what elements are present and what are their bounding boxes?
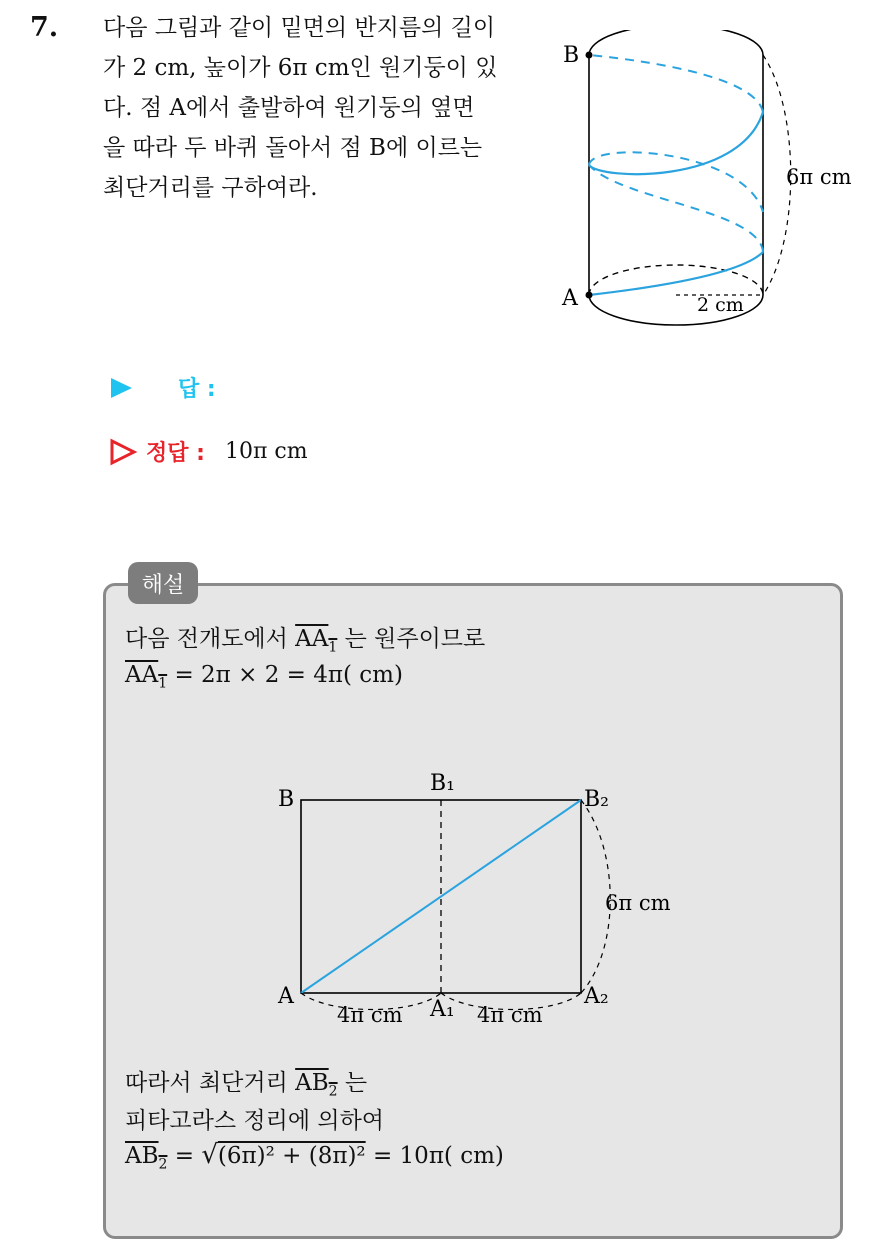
cylinder-figure (555, 30, 865, 340)
net-label-a2: A₂ (584, 984, 609, 1009)
question-line: 다. 점 A에서 출발하여 원기둥의 옆면 (103, 95, 475, 121)
answer-row (108, 372, 216, 403)
segment-aa1 (125, 662, 168, 692)
net-label-a: A (278, 984, 294, 1009)
net-label-b1: B₁ (430, 771, 455, 796)
label-b: B (563, 43, 580, 68)
text: 따라서 최단거리 (125, 1070, 296, 1096)
segment-ab2 (125, 1143, 168, 1173)
segment-sub: 2 (328, 1083, 338, 1100)
text: 는 원주이므로 (337, 626, 486, 652)
net-label-b2: B₂ (584, 787, 609, 812)
question-number: 7. (30, 12, 59, 43)
segment-text: AB (295, 1070, 329, 1096)
net-left-width: 4π cm (337, 1003, 403, 1027)
question-line: 다음 그림과 같이 밑면의 반지름의 길이 (103, 15, 496, 41)
net-label-a1: A₁ (430, 997, 455, 1022)
segment-text: AA (295, 626, 329, 652)
radius-label: 2 cm (697, 294, 744, 316)
solution-line-3 (125, 1064, 367, 1100)
net-figure (270, 770, 690, 1040)
question-line: 가 2 cm, 높이가 6π cm인 원기둥이 있 (103, 55, 498, 81)
question-line: 최단거리를 구하여라. (103, 175, 318, 201)
solution-line-4: 피타고라스 정리에 의하여 (125, 1108, 385, 1134)
question-line: 을 따라 두 바퀴 돌아서 점 B에 이르는 (103, 135, 483, 161)
text: = 2π × 2 = 4π( cm) (167, 662, 403, 688)
net-right-width: 4π cm (477, 1003, 543, 1027)
solution-line-2 (125, 662, 403, 692)
radicand: (6π)² + (8π)² (217, 1143, 366, 1169)
net-height-label: 6π cm (605, 891, 671, 915)
outline-triangle-icon (108, 437, 138, 467)
text: 는 (337, 1070, 368, 1096)
segment-sub: 1 (158, 675, 168, 692)
segment-aa1 (295, 626, 338, 656)
sqrt-sign: √ (201, 1140, 218, 1170)
text: = 10π( cm) (365, 1143, 504, 1169)
segment-text: AA (125, 662, 159, 688)
answer-label: 답 : (178, 377, 216, 402)
correct-answer-row (108, 436, 308, 467)
height-label: 6π cm (786, 165, 852, 189)
correct-answer-value: 10π cm (224, 439, 308, 464)
question-text (103, 8, 543, 208)
segment-sub: 1 (328, 639, 338, 656)
net-label-b: B (278, 787, 295, 812)
label-a: A (562, 286, 578, 311)
segment-text: AB (125, 1143, 159, 1169)
solution-line-1 (125, 620, 485, 656)
play-triangle-icon (108, 375, 134, 401)
solution-line-5 (125, 1140, 504, 1173)
text: = (167, 1143, 202, 1169)
correct-answer-label: 정답 : (146, 441, 205, 466)
segment-ab2 (295, 1070, 338, 1100)
solution-badge: 해설 (128, 562, 198, 604)
segment-sub: 2 (158, 1156, 168, 1173)
text: 다음 전개도에서 (125, 626, 296, 652)
